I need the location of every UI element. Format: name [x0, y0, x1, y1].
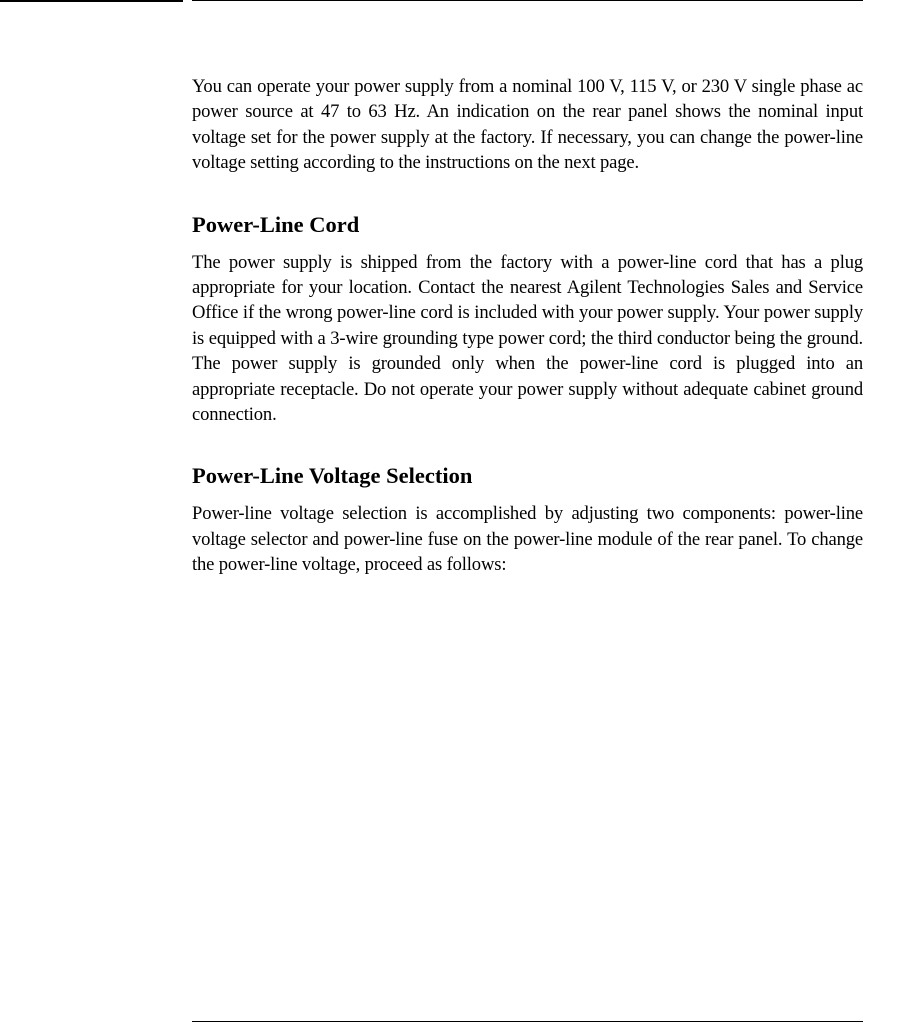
footer-rule [192, 1021, 863, 1022]
power-line-cord-paragraph: The power supply is shipped from the factory with a power-line cord that has a plug appropriate for your location. Contact the nearest Agilent Technologies Sales and Service Office if the wrong power-line cord is included with your power supply. Your power supply is equipped with a 3-wire grounding type power cord; the third conductor being the ground. The power supply is grounded only when the power-line cord is plugged into an appropriate receptacle. Do not operate your power supply without adequate cabinet ground connection. [192, 251, 863, 426]
power-line-voltage-selection-heading: Power-Line Voltage Selection [192, 463, 473, 489]
intro-paragraph: You can operate your power supply from a nominal 100 V, 115 V, or 230 V single phase ac power source at 47 to 63 Hz. An indication on the rear panel shows the nominal input voltage set for the power supply at the factory. If necessary, you can change the power-line voltage setting according to the instructions on the next page. [192, 76, 863, 174]
power-line-cord-heading: Power-Line Cord [192, 211, 360, 237]
header-rule [192, 0, 863, 1]
page-content [192, 74, 863, 578]
power-line-voltage-selection-paragraph: Power-line voltage selection is accomplished by adjusting two components: power-line voltage selector and power-line fuse on the power-line module of the rear panel. To change the power-line voltage, proceed as follows: [192, 503, 863, 576]
header-rule-left [0, 0, 183, 2]
